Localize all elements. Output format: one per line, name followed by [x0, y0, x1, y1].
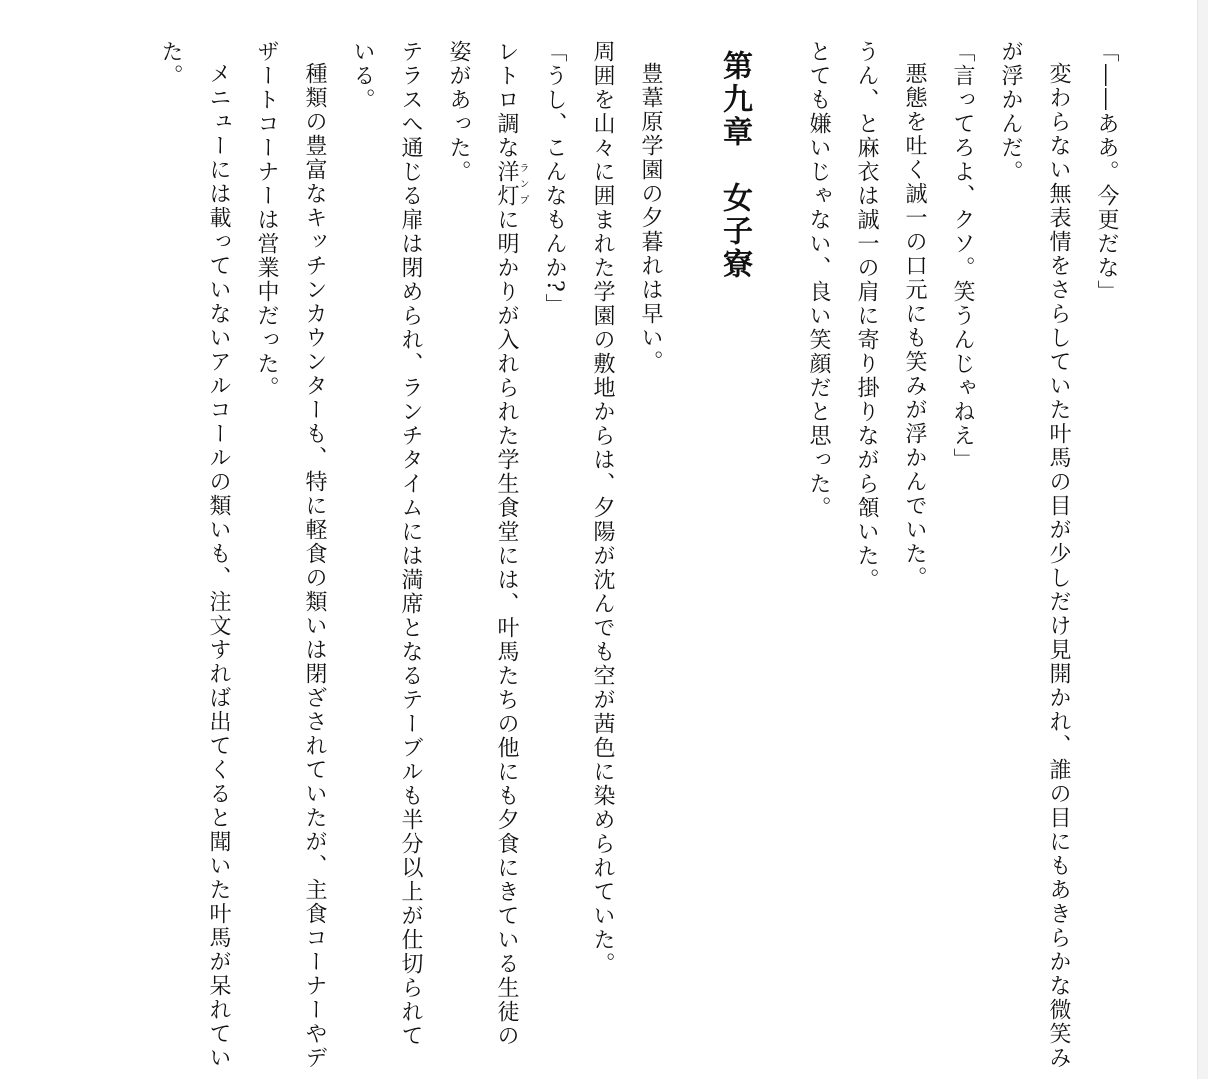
paragraph: 「うし、こんなもんか?」: [542, 40, 567, 318]
paragraph: うん、と麻衣は誠一の肩に寄り掛りながら頷いた。: [854, 40, 879, 592]
paragraph-with-ruby: [434, 40, 530, 1070]
paragraph: とても嫌いじゃない、良い笑顔だと思った。: [806, 40, 831, 520]
paragraph: メニューには載っていないアルコールの類いも、注文すれば出てくると聞いた叶馬が呆れていた。: [158, 40, 231, 1070]
vertical-scrollbar[interactable]: [1197, 0, 1208, 1079]
ruby-base: 洋灯: [494, 160, 519, 208]
ruby-para-before: レトロ調な: [494, 40, 519, 160]
paragraph: 「言ってろよ、クソ。笑うんじゃねえ」: [950, 40, 975, 472]
paragraph: 豊葦原学園の夕暮れは早い。: [638, 62, 663, 374]
ruby-para-after: に明かりが入れられた学生食堂には、叶馬たちの他にも夕食にきている生徒の姿があった。: [446, 40, 519, 1048]
paragraph: テラスへ通じる扉は閉められ、ランチタイムには満席となるテーブルも半分以上が仕切られている。: [350, 40, 423, 1048]
ruby-text: ランプ: [517, 160, 528, 208]
paragraph: 種類の豊富なキッチンカウンターも、特に軽食の類いは閉ざされていたが、主食コーナーやデザートコーナーは営業中だった。: [254, 40, 327, 1070]
paragraph: 周囲を山々に囲まれた学園の敷地からは、夕陽が沈んでも空が茜色に染められていた。: [590, 40, 615, 976]
vertical-text-page: [84, 40, 1130, 1070]
paragraph: 悪態を吐く誠一の口元にも笑みが浮かんでいた。: [902, 62, 927, 590]
chapter-heading: 第九章 女子寮: [717, 50, 752, 281]
ruby-annotation: [494, 160, 528, 208]
paragraph: 「――ああ。今更だな」: [1094, 40, 1119, 304]
paragraph: 変わらない無表情をさらしていた叶馬の目が少しだけ見開かれ、誰の目にもあきらかな微笑みが浮かんだ。: [998, 40, 1071, 1070]
